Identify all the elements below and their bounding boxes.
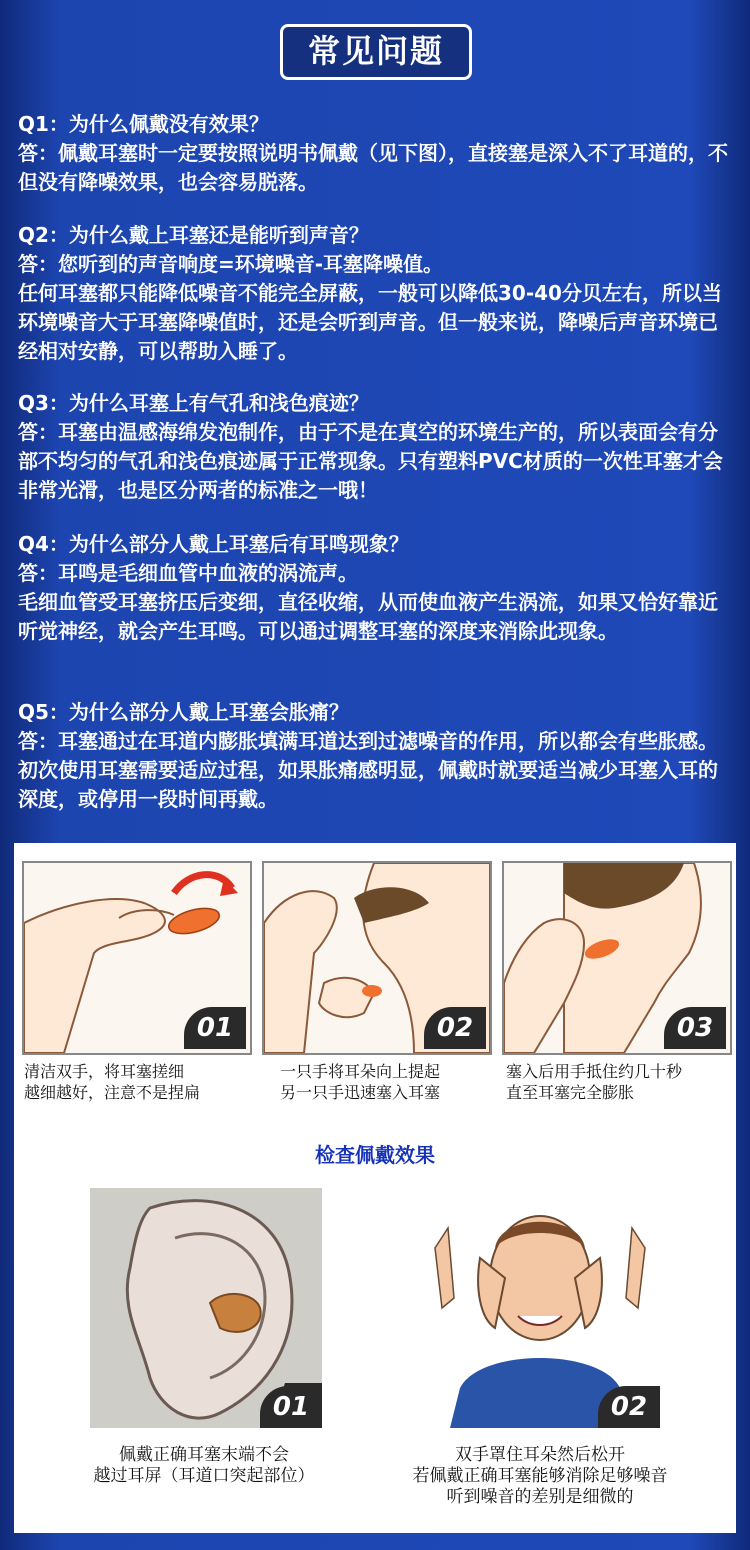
faq-item-3 bbox=[18, 389, 734, 505]
faq-question: Q4：为什么部分人戴上耳塞后有耳鸣现象？ bbox=[18, 532, 409, 556]
faq-answer: 答：耳鸣是毛细血管中血液的涡流声。 bbox=[18, 561, 358, 585]
faq-question: Q3：为什么耳塞上有气孔和浅色痕迹？ bbox=[18, 391, 369, 415]
faq-answer: 任何耳塞都只能降低噪音不能完全屏蔽，一般可以降低30-40分贝左右，所以当环境噪音大于耳塞降噪值时，还是会听到声音。但一般来说，降噪后声音环境已经相对安静，可以帮助入睡了。 bbox=[18, 281, 722, 363]
instruction-panel bbox=[14, 843, 736, 1533]
step-1-caption: 清洁双手，将耳塞搓细 越细越好，注意不是捏扁 bbox=[24, 1062, 201, 1102]
check-1-caption: 佩戴正确耳塞末端不会 越过耳屏（耳道口突起部位） bbox=[93, 1445, 315, 1486]
faq-answer: 答：耳塞由温感海绵发泡制作，由于不是在真空的环境生产的，所以表面会有分部不均匀的气孔和浅色痕迹属于正常现象。只有塑料PVC材质的一次性耳塞才会非常光滑，也是区分两者的标准之一哦！ bbox=[18, 420, 723, 502]
faq-question: Q2：为什么戴上耳塞还是能听到声音？ bbox=[18, 223, 369, 247]
faq-answer: 答：您听到的声音响度=环境噪音-耳塞降噪值。 bbox=[18, 252, 444, 276]
faq-item-4 bbox=[18, 530, 734, 646]
check-2-cover-ears-illustration bbox=[420, 1188, 660, 1428]
check-effect-title: 检查佩戴效果 bbox=[315, 1143, 435, 1167]
faq-question: Q1：为什么佩戴没有效果？ bbox=[18, 112, 269, 136]
step-3-caption: 塞入后用手抵住约几十秒 直至耳塞完全膨胀 bbox=[506, 1062, 683, 1102]
page-title: 常见问题 bbox=[280, 24, 472, 80]
faq-item-5 bbox=[18, 698, 734, 814]
step-2-caption: 一只手将耳朵向上提起 另一只手迅速塞入耳塞 bbox=[280, 1062, 441, 1102]
step-number: 02 bbox=[424, 1007, 486, 1049]
faq-answer: 毛细血管受耳塞挤压后变细，直径收缩，从而使血液产生涡流，如果又恰好靠近听觉神经，就会产生耳鸣。可以通过调整耳塞的深度来消除此现象。 bbox=[18, 590, 718, 643]
step-1-illustration bbox=[22, 861, 252, 1055]
faq-answer: 答：耳塞通过在耳道内膨胀填满耳道达到过滤噪音的作用，所以都会有些胀感。初次使用耳塞需要适应过程，如果胀痛感明显，佩戴时就要适当减少耳塞入耳的深度，或停用一段时间再戴。 bbox=[18, 729, 718, 811]
check-number: 02 bbox=[598, 1386, 660, 1428]
step-3-illustration bbox=[502, 861, 732, 1055]
step-2-illustration bbox=[262, 861, 492, 1055]
faq-answer: 答：佩戴耳塞时一定要按照说明书佩戴（见下图），直接塞是深入不了耳道的，不但没有降噪效果，也会容易脱落。 bbox=[18, 141, 728, 194]
check-number: 01 bbox=[260, 1386, 322, 1428]
step-number: 01 bbox=[184, 1007, 246, 1049]
faq-item-2 bbox=[18, 221, 734, 366]
check-1-ear-photo bbox=[90, 1188, 322, 1428]
faq-item-1 bbox=[18, 110, 734, 197]
step-number: 03 bbox=[664, 1007, 726, 1049]
check-2-caption: 双手罩住耳朵然后松开 若佩戴正确耳塞能够消除足够噪音 听到噪音的差别是细微的 bbox=[412, 1445, 668, 1507]
faq-question: Q5：为什么部分人戴上耳塞会胀痛？ bbox=[18, 700, 349, 724]
